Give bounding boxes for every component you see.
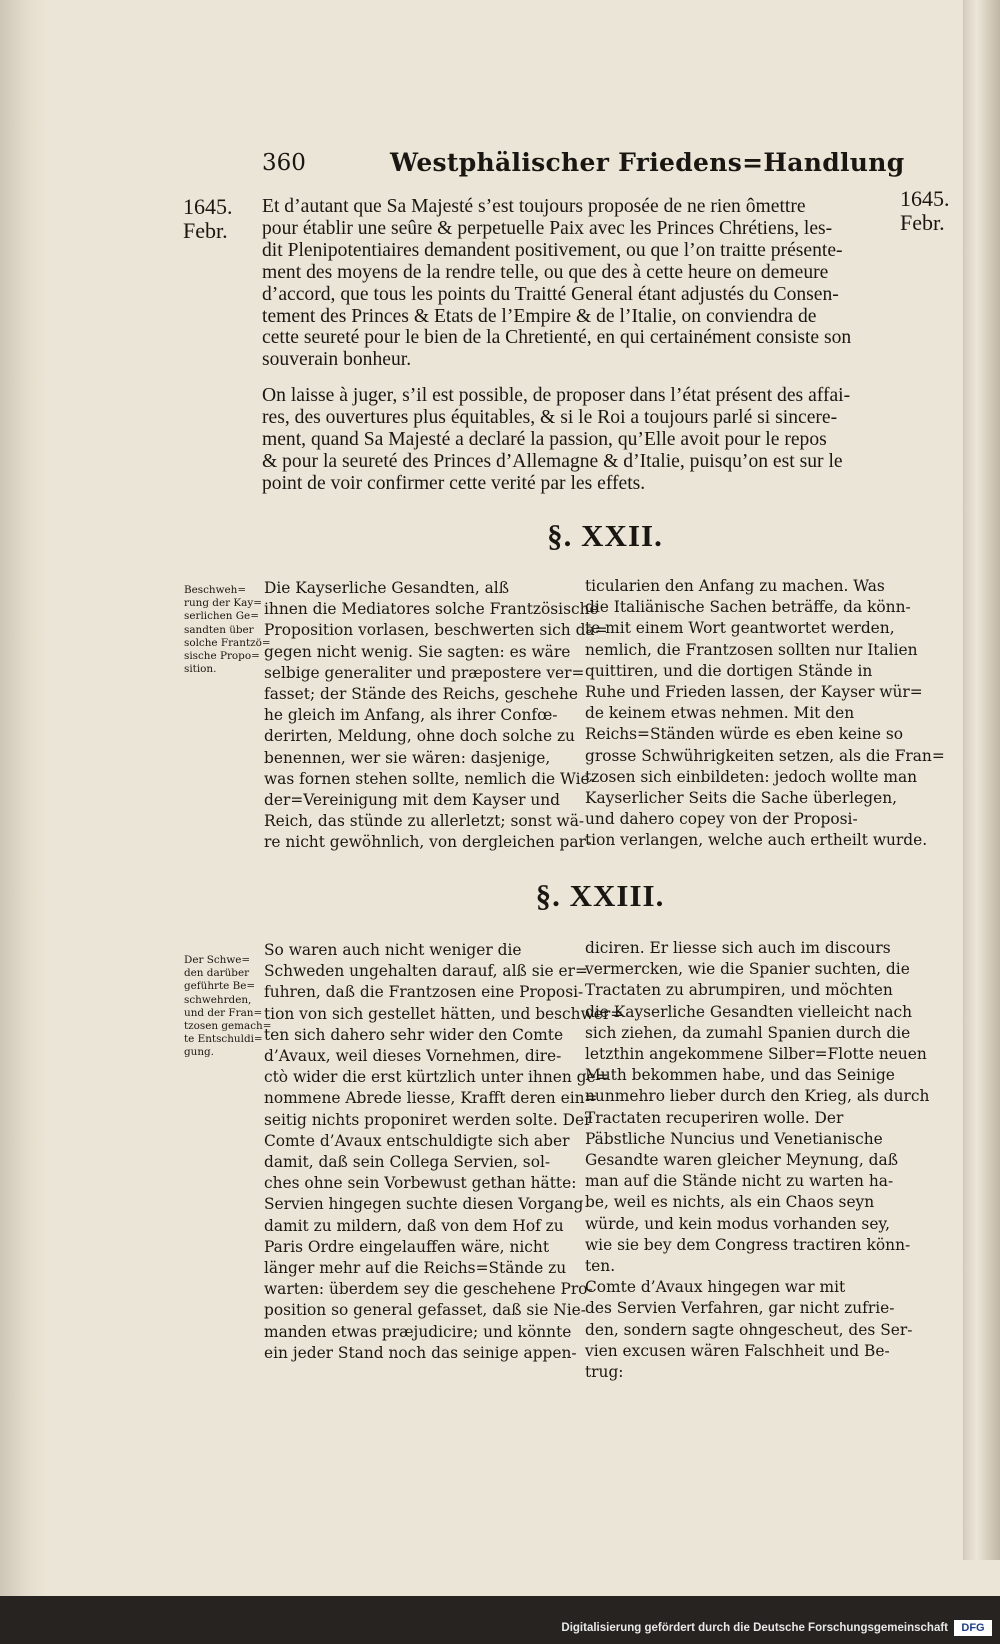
text-line: Gesandte waren gleicher Meynung, daß [585,1151,898,1170]
french-paragraph-2 [262,385,892,495]
text-line: Paris Ordre eingelauffen wäre, nicht [264,1237,550,1256]
text-line: te Entschuldi= [184,1033,263,1046]
text-line: d’Avaux, weil dieses Vornehmen, dire- [264,1047,562,1066]
dfg-logo: DFG [954,1620,992,1636]
text-line: dit Plenipotentiaires demandent positivement, ou que l’on traitte présente- [262,239,843,261]
page-edge [963,0,1000,1560]
text-line: position so general gefasset, daß sie Nie- [264,1301,586,1320]
text-line: wie sie bey dem Congress tractiren könn- [585,1235,911,1254]
text-line: On laisse à juger, s’il est possible, de proposer dans l’état présent des affai- [262,385,851,406]
text-line: d’accord, que tous les points du Traitté General étant adjustés du Consen- [262,283,839,305]
text-line: ten. [585,1257,616,1276]
date-margin-right [900,187,950,235]
text-line: tzosen sich einbildeten: jedoch wollte man [585,767,918,786]
text-line: Comte d’Avaux entschuldigte sich aber [264,1131,570,1150]
text-line: ches ohne sein Vorbewust gethan hätte: [264,1174,577,1193]
text-line: damit, daß sein Collega Servien, sol- [264,1153,551,1172]
text-line: Die Kayserliche Gesandten, alß [264,579,509,597]
text-line: grosse Schwührigkeiten setzen, als die Fran= [585,746,945,765]
text-line: gung. [184,1046,214,1059]
text-line: res, des ouvertures plus équitables, & si le Roi a toujours parlé si sincere- [262,406,838,428]
date-margin-left [183,195,233,243]
text-line: Comte d’Avaux hingegen war mit [585,1278,846,1297]
text-line: Päbstliche Nuncius und Venetianische [585,1129,883,1148]
text-line: des Servien Verfahren, gar nicht zufrie- [585,1299,895,1318]
text-line: seitig nichts proponiret werden solte. Der [264,1110,592,1129]
text-line: Beschweh= [184,584,247,596]
text-line: geführte Be= [184,980,256,993]
text-line: Tractaten zu abrumpiren, und möchten [585,981,893,1000]
text-line: benennen, wer sie wären: dasjenige, [264,748,551,767]
text-line: nommene Abrede liesse, Krafft deren ein= [264,1089,598,1108]
text-line: cette seureté pour le bien de la Chretienté, en qui certainément consiste son [262,327,852,349]
text-line: den, sondern sagte ohngescheut, des Ser- [585,1320,913,1339]
text-line: warten: überdem sey die geschehene Pro- [264,1280,593,1299]
column-right-2 [585,938,930,1383]
text-line: damit zu mildern, daß von dem Hof zu [264,1216,564,1235]
page-header [262,148,962,188]
text-line: ihnen die Mediatores solche Frantzösische [264,600,599,619]
text-line: re nicht gewöhnlich, von dergleichen par- [264,833,592,852]
text-line: ctò wider die erst kürtzlich unter ihnen ge= [264,1068,609,1087]
section-heading-xxiii: §. XXIII. [535,878,665,913]
text-line: vien excusen wären Falschheit und Be- [585,1341,890,1360]
text-line: nunmehro lieber durch den Krieg, als durch [585,1087,930,1106]
text-line: he gleich im Anfang, als ihrer Confœ- [264,706,558,725]
text-line: rung der Kay= [184,597,262,610]
page-number: 360 [262,150,306,176]
text-line: fuhren, daß die Frantzosen eine Proposi- [264,983,584,1002]
text-line: letzthin angekommene Silber=Flotte neuen [585,1045,927,1064]
text-line: und dahero copey von der Proposi- [585,810,858,829]
binding-shadow [0,0,46,1596]
text-line: Kayserlicher Seits die Sache überlegen, [585,789,898,808]
text-line: te mit einem Wort geantwortet werden, [585,619,895,638]
text-line: be, weil es nichts, als ein Chaos seyn [585,1193,875,1212]
text-line: derirten, Meldung, ohne doch solche zu [264,727,575,746]
french-paragraph-1 [262,196,892,371]
section-heading-xxii: §. XXII. [547,518,663,553]
text-line: pour établir une seûre & perpetuelle Paix avec les Princes Chrétiens, les- [262,217,833,239]
text-line: tement des Princes & Etats de l’Empire & de l’Italie, on conviendra de [262,305,817,327]
text-line: Muth bekommen habe, und das Seinige [585,1066,895,1085]
text-line: was fornen stehen sollte, nemlich die Wie- [264,769,595,788]
text-line: der=Vereinigung mit dem Kayser und [264,791,561,810]
text-line: Et d’autant que Sa Majesté s’est toujours proposée de ne rien ômettre [262,196,806,217]
text-line: trug: [585,1363,624,1382]
text-line: & pour la seureté des Princes d’Allemagne & d’Italie, puisqu’on est sur le [262,450,843,472]
text-line: serlichen Ge= [184,610,259,623]
text-line: ein jeder Stand noch das seinige appen- [264,1343,577,1362]
text-line: gegen nicht wenig. Sie sagten: es wäre [264,642,571,661]
date-year: 1645. [900,186,950,211]
text-line: Proposition vorlasen, beschwerten sich da= [264,621,608,640]
text-line: point de voir confirmer cette verité par les effets. [262,472,646,494]
date-year: 1645. [183,194,233,219]
column-left-1 [264,578,608,854]
text-line: quittiren, und die dortigen Stände in [585,661,873,680]
text-line: Tractaten recuperiren wolle. Der [585,1108,844,1127]
column-left-2 [264,940,624,1364]
footer-bar [0,1596,1000,1644]
text-line: sische Propo= [184,650,260,663]
text-line: Der Schwe= [184,954,251,966]
text-line: souverain bonheur. [262,349,412,371]
text-line: tzosen gemach= [184,1020,272,1033]
text-line: sandten über [184,623,254,636]
text-line: solche Frantzö= [184,636,271,649]
text-line: Schweden ungehalten darauf, alß sie er= [264,962,588,981]
margin-note-2 [184,954,272,1060]
text-line: ment, quand Sa Majesté a declaré la passion, qu’Elle avoit pour le repos [262,428,827,450]
text-line: Reich, das stünde zu allerletzt; sonst wä- [264,812,585,831]
text-line: diciren. Er liesse sich auch im discours [585,939,891,957]
text-line: den darüber [184,967,250,980]
text-line: die Italiänische Sachen beträffe, da könn- [585,598,911,617]
text-line: Servien hingegen suchte diesen Vorgang [264,1195,584,1214]
text-line: nemlich, die Frantzosen sollten nur Italien [585,640,918,659]
text-line: de keinem etwas nehmen. Mit den [585,704,855,723]
text-line: So waren auch nicht weniger die [264,941,522,959]
text-line: tion von sich gestellet hätten, und beschwer= [264,1004,624,1023]
text-line: fasset; der Stände des Reichs, geschehe [264,685,579,704]
text-line: die Kayserliche Gesandten vielleicht nach [585,1002,913,1021]
date-month: Febr. [183,218,228,243]
text-line: ten sich dahero sehr wider den Comte [264,1025,564,1044]
text-line: selbige generaliter und præpostere ver= [264,663,585,682]
text-line: tion verlangen, welche auch ertheilt wurde. [585,831,928,850]
text-line: würde, und kein modus vorhanden sey, [585,1214,890,1233]
running-head: Westphälischer Friedens=Handlung [390,148,905,177]
text-line: sich ziehen, da zumahl Spanien durch die [585,1023,911,1042]
text-line: Reichs=Ständen würde es eben keine so [585,725,904,744]
text-line: ticularien den Anfang zu machen. Was [585,577,885,595]
text-line: manden etwas præjudicire; und könnte [264,1322,572,1341]
text-line: länger mehr auf die Reichs=Stände zu [264,1259,567,1278]
margin-note-1 [184,584,271,676]
text-line: sition. [184,663,217,676]
text-line: man auf die Stände nicht zu warten ha- [585,1172,894,1191]
text-line: Ruhe und Frieden lassen, der Kayser wür= [585,683,923,702]
text-line: ment des moyens de la rendre telle, ou que des à cette heure on demeure [262,261,829,283]
text-line: schwehrden, [184,993,252,1006]
date-month: Febr. [900,210,945,235]
text-line: und der Fran= [184,1006,263,1019]
text-line: vermercken, wie die Spanier suchten, die [585,960,910,979]
column-right-1 [585,576,945,852]
funding-notice: Digitalisierung gefördert durch die Deutsche Forschungsgemeinschaft [561,1622,948,1634]
